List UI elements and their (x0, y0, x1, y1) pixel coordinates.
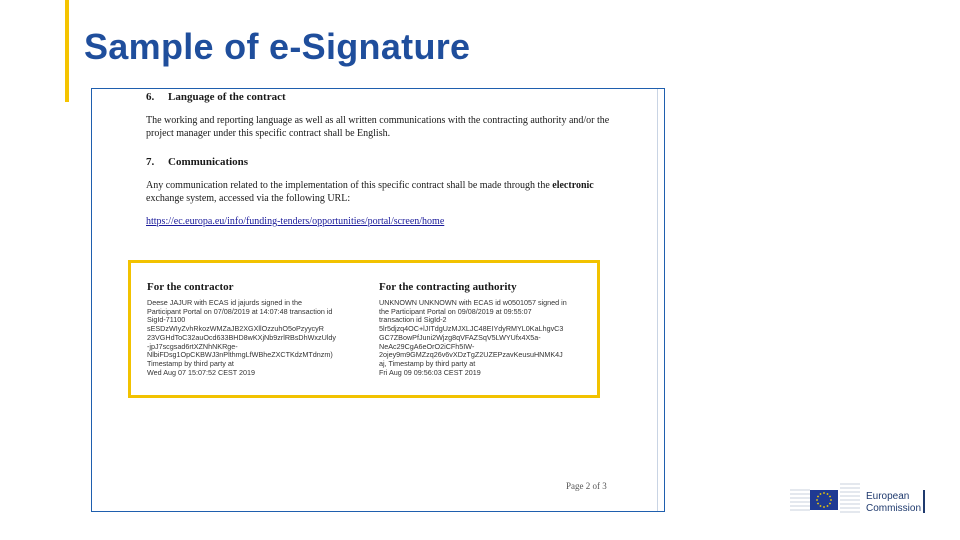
signature-line: 5lr5djzq4OC+lJITdgUzMJXLJC48EIYdyRMYL0KaLhgvC3 (379, 325, 564, 334)
signature-line: Fri Aug 09 09:56:03 CEST 2019 (379, 368, 481, 377)
signature-line: sESDzWIyZvhRkozWMZaJB2XGXllOzzuhO5oPzyycyR (147, 325, 324, 334)
section-6-title: Language of the contract (168, 91, 286, 103)
section-6-number: 6. (146, 91, 155, 103)
signature-line: SigId-71100 (147, 316, 186, 325)
page-number: Page 2 of 3 (566, 481, 607, 491)
european-commission-wordmark (866, 491, 921, 514)
title-accent-bar (65, 0, 69, 102)
signature-line: GC7ZBowPfJuni2Wjzg8qVFAZSqV5LWYUfx4X5a- (379, 333, 541, 342)
slide-title: Sample of e-Signature (84, 26, 471, 67)
signature-line: -jpJ7scgsad6rtXZNhNKRge- (147, 342, 238, 351)
logo-divider (923, 490, 925, 513)
wordmark-line-2: Commission (866, 502, 922, 514)
section-7-text-bold: electronic (552, 180, 594, 191)
signature-line: Participant Portal on 07/08/2019 at 14:07:48 transaction id (147, 307, 333, 316)
signature-line: aj, Timestamp by third party at (379, 359, 476, 368)
section-7-heading (146, 156, 616, 169)
signature-line: NeAc29CgA6eOrO2iCFh5IW- (379, 342, 475, 351)
wordmark-line-1: European (866, 491, 910, 502)
page-edge (657, 89, 658, 511)
signature-box (128, 260, 600, 398)
signature-line: transaction id SigId-2 (379, 316, 447, 325)
document-content (146, 91, 616, 228)
section-7-number: 7. (146, 156, 155, 168)
signature-line: Timestamp by third party at (147, 359, 234, 368)
signature-line: 2ojey9m9GMZzq26v6vXDzTgZ2UZEPzavKeusuHNMK4J (379, 351, 563, 360)
section-7-title: Communications (168, 156, 249, 168)
portal-link[interactable]: https://ec.europa.eu/info/funding-tenders/opportunities/portal/screen/home (146, 216, 445, 227)
signature-line: NlbiFDsg1OpCKBWJ3nPlthmgLfWBheZXCTKdzMTdnzm) (147, 351, 333, 360)
section-6-text: The working and reporting language as well as all written communications with the contracting authority and/or the project manager under this specific contract shall be English. (146, 115, 610, 139)
section-6-heading (146, 91, 616, 104)
signature-line: 23VGHdToC32auOcd633BHD8wKXjNb9zrlRBsDhWxzUldy (147, 333, 336, 342)
signature-line: Wed Aug 07 15:07:52 CEST 2019 (147, 368, 256, 377)
section-7-text (146, 179, 616, 205)
section-7-text-end: exchange system, accessed via the following URL: (146, 193, 351, 204)
authority-signature (379, 281, 597, 377)
contractor-signature (147, 281, 365, 377)
authority-heading: For the contracting authority (379, 281, 517, 293)
signature-line: Deese JAJUR with ECAS id jajurds signed in the (147, 299, 303, 307)
contractor-heading: For the contractor (147, 281, 234, 293)
section-7-text-start: Any communication related to the implementation of this specific contract shall be made through the (146, 180, 550, 191)
signature-line: the Participant Portal on 09/08/2019 at 09:55:07 (379, 307, 532, 316)
signature-line: UNKNOWN UNKNOWN with ECAS id w0501057 signed in (379, 299, 567, 307)
